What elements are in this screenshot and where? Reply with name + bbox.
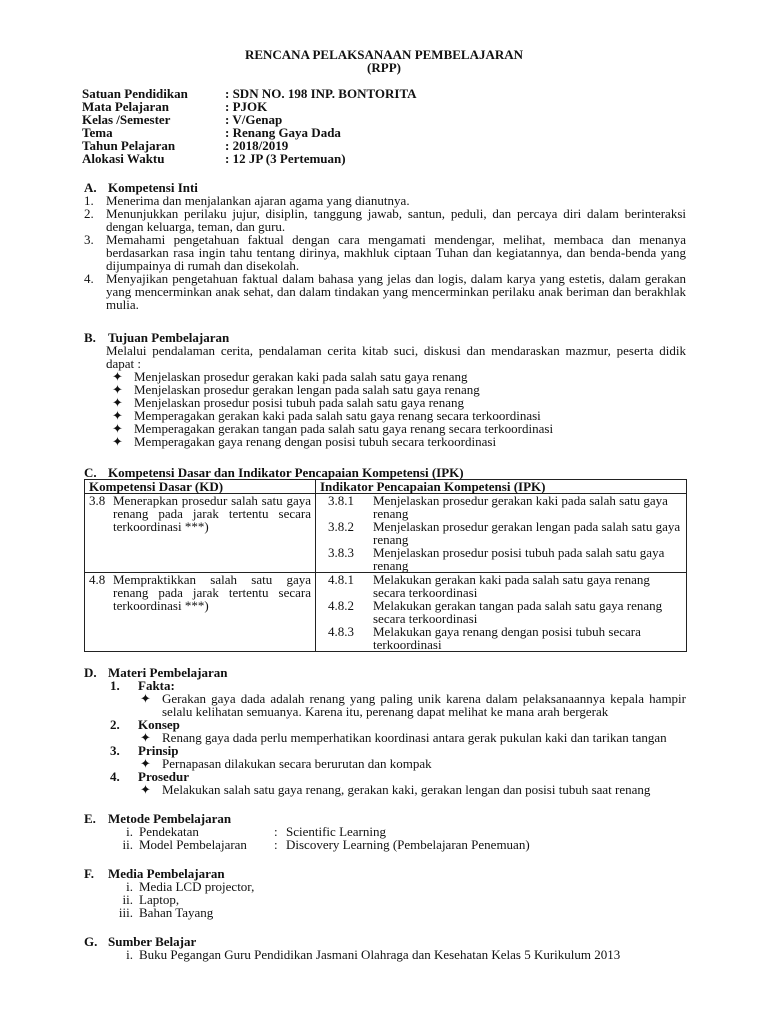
list-item: ✦ Pernapasan dilakukan secara berurutan dan kompak	[134, 757, 686, 770]
tujuan-intro: Melalui pendalaman cerita, pendalaman cerita kitab suci, diskusi dan mendaraskan mazmur, peserta didik dapat :	[106, 343, 686, 371]
materi-block	[82, 679, 686, 796]
star-bullet-icon: ✦	[112, 408, 123, 423]
materi-sub-heading: 3. Prinsip	[110, 743, 179, 758]
list-item: i. Media LCD projector,	[126, 879, 255, 894]
list-item: 3. Memahami pengetahuan faktual dengan cara mengamati mendengar, melihat, membaca dan menanya berdasarkan rasa ingin tahu tentang dirinya, makhluk ciptaan Tuhan dan kegiatannya, dan benda-benda yang dijumpainya di rumah dan disekolah.	[84, 232, 686, 273]
identity-row: Kelas /Semester : V/Genap	[82, 112, 283, 127]
list-item: i. Pendekatan : Scientific Learning	[126, 824, 386, 839]
title-line-2: (RPP)	[367, 60, 401, 75]
ipk-cell: 4.8.1 Melakukan gerakan kaki pada salah satu gaya renang secara terkoordinasi 4.8.2 Melakukan gerakan tangan pada salah satu gaya renang secara terkoordinasi 4.8.3 Melakukan gaya renang dengan posisi tubuh secara terkoordinasi	[316, 573, 687, 652]
list-item: ii. Laptop,	[122, 892, 180, 907]
kompetensi-inti-list	[82, 194, 686, 311]
materi-list	[110, 692, 686, 718]
list-item: ✦ Memperagakan gerakan kaki pada salah satu gaya renang secara terkoordinasi	[106, 409, 686, 422]
list-item: ✦ Memperagakan gerakan tangan pada salah satu gaya renang secara terkoordinasi	[106, 422, 686, 435]
table-row	[85, 573, 687, 652]
star-bullet-icon: ✦	[140, 691, 151, 706]
star-bullet-icon: ✦	[140, 782, 151, 797]
identity-row: Tahun Pelajaran : 2018/2019	[82, 138, 289, 153]
identity-block	[82, 87, 686, 165]
section-b-heading: B. Tujuan Pembelajaran	[84, 330, 230, 345]
identity-row: Tema : Renang Gaya Dada	[82, 125, 341, 140]
document-title	[82, 48, 686, 74]
identity-row: Alokasi Waktu : 12 JP (3 Pertemuan)	[82, 151, 346, 166]
list-item: 2. Menunjukkan perilaku jujur, disiplin, tanggung jawab, santun, peduli, dan percaya diri dalam berinteraksi dengan keluarga, teman, dan guru.	[84, 206, 686, 234]
star-bullet-icon: ✦	[140, 730, 151, 745]
materi-list	[110, 783, 686, 796]
list-item: iii. Bahan Tayang	[118, 905, 214, 920]
table-header-ipk: Indikator Pencapaian Kompetensi (IPK)	[316, 480, 687, 494]
identity-row: Mata Pelajaran : PJOK	[82, 99, 268, 114]
star-bullet-icon: ✦	[112, 369, 123, 384]
list-item: ✦ Menjelaskan prosedur gerakan kaki pada salah satu gaya renang	[106, 370, 686, 383]
star-bullet-icon: ✦	[112, 395, 123, 410]
section-f-heading: F. Media Pembelajaran	[84, 866, 225, 881]
list-item: ii. Model Pembelajaran : Discovery Learning (Pembelajaran Penemuan)	[122, 837, 530, 852]
table-row	[85, 494, 687, 573]
section-c-heading: C. Kompetensi Dasar dan Indikator Pencapaian Kompetensi (IPK)	[84, 465, 464, 480]
list-item: ✦ Melakukan salah satu gaya renang, gerakan kaki, gerakan lengan dan posisi tubuh saat renang	[134, 783, 686, 796]
table-header-kd: Kompetensi Dasar (KD)	[85, 480, 316, 494]
kd-cell: 3.8 Menerapkan prosedur salah satu gaya renang pada jarak tertentu secara terkoordinasi ***)	[85, 494, 316, 573]
section-a-heading: A. Kompetensi Inti	[84, 180, 198, 195]
list-item: ✦ Menjelaskan prosedur gerakan lengan pada salah satu gaya renang	[106, 383, 686, 396]
title-line-1: RENCANA PELAKSANAAN PEMBELAJARAN	[244, 47, 524, 62]
materi-sub-heading: 2. Konsep	[110, 717, 180, 732]
star-bullet-icon: ✦	[140, 756, 151, 771]
list-item: ✦ Renang gaya dada perlu memperhatikan koordinasi antara gerak pukulan kaki dan tarikan tangan	[134, 731, 686, 744]
tujuan-list	[82, 370, 686, 448]
section-e-heading: E. Metode Pembelajaran	[84, 811, 232, 826]
materi-sub-heading: 4. Prosedur	[110, 769, 190, 784]
list-item: ✦ Menjelaskan prosedur posisi tubuh pada salah satu gaya renang	[106, 396, 686, 409]
ipk-cell: 3.8.1 Menjelaskan prosedur gerakan kaki pada salah satu gaya renang 3.8.2 Menjelaskan prosedur gerakan lengan pada salah satu gaya renang 3.8.3 Menjelaskan prosedur posisi tubuh pada salah satu gaya renang	[316, 494, 687, 573]
star-bullet-icon: ✦	[112, 382, 123, 397]
identity-row: Satuan Pendidikan : SDN NO. 198 INP. BONTORITA	[82, 86, 417, 101]
list-item: ✦ Gerakan gaya dada adalah renang yang paling unik karena dalam pelaksanaannya kepala hampir selalu kelihatan semuanya. Karena itu, perenang dapat melihat ke mana arah bergerak	[134, 692, 686, 718]
section-g-heading: G. Sumber Belajar	[84, 934, 197, 949]
kd-cell: 4.8 Mempraktikkan salah satu gaya renang pada jarak tertentu secara terkoordinasi ***)	[85, 573, 316, 652]
list-item: 1. Menerima dan menjalankan ajaran agama yang dianutnya.	[84, 193, 410, 208]
list-item: 4. Menyajikan pengetahuan faktual dalam bahasa yang jelas dan logis, dalam karya yang estetis, dalam gerakan yang mencerminkan anak sehat, dan dalam tindakan yang mencerminkan perilaku anak beriman dan berakhlak mulia.	[84, 271, 686, 312]
star-bullet-icon: ✦	[112, 421, 123, 436]
list-item: ✦ Memperagakan gaya renang dengan posisi tubuh secara terkoordinasi	[106, 435, 686, 448]
table-header-row	[85, 480, 687, 494]
kd-ipk-table	[84, 479, 687, 652]
list-item: i. Buku Pegangan Guru Pendidikan Jasmani Olahraga dan Kesehatan Kelas 5 Kurikulum 2013	[126, 947, 621, 962]
media-list	[82, 880, 686, 919]
star-bullet-icon: ✦	[112, 434, 123, 449]
section-d-heading: D. Materi Pembelajaran	[84, 665, 228, 680]
materi-sub-heading: 1. Fakta:	[110, 678, 175, 693]
materi-list	[110, 757, 686, 770]
sumber-list	[82, 948, 686, 961]
materi-list	[110, 731, 686, 744]
metode-list	[82, 825, 686, 851]
